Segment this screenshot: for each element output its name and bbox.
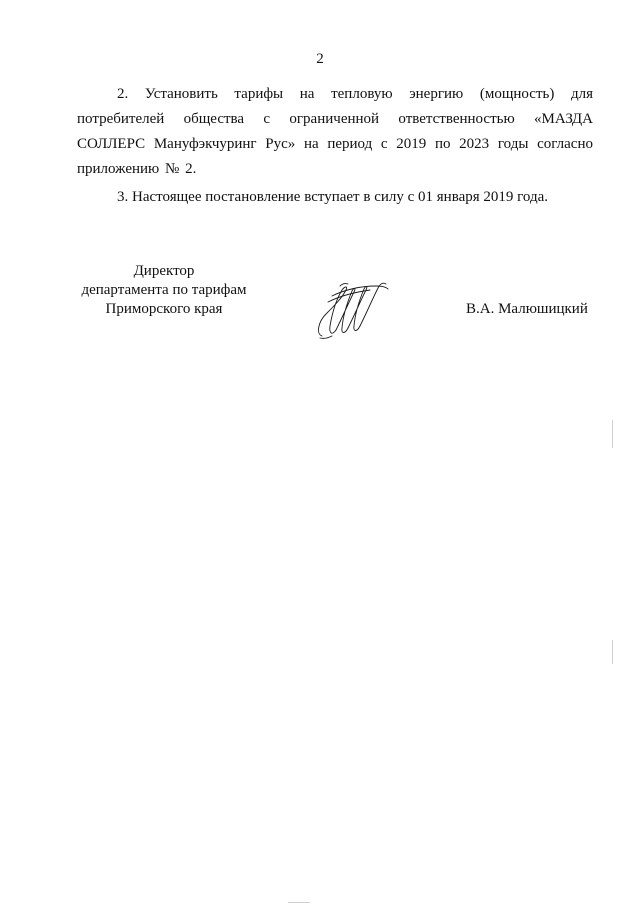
page-number: 2: [316, 51, 324, 67]
paragraph-tariffs: 2. Установить тарифы на тепловую энергию (мощность) для потребителей общества с ограниченной ответственностью «МАЗДА СОЛЛЕРС Мануфэкчуринг Рус» на период с 2019 по 2023 годы согласно приложению № 2.: [77, 86, 593, 177]
paragraph-effective-date: 3. Настоящее постановление вступает в силу с 01 января 2019 года.: [117, 189, 549, 205]
scan-edge-mark: [288, 902, 310, 903]
signatory-name: В.А. Малюшицкий: [466, 301, 588, 317]
signatory-title: [74, 262, 254, 319]
signatory-title-line: Директор: [133, 263, 195, 279]
signatory-title-line: Приморского края: [105, 301, 223, 317]
handwritten-signature: [312, 276, 394, 342]
scan-edge-mark: [612, 640, 613, 664]
scan-edge-mark: [612, 420, 613, 448]
signatory-title-line: департамента по тарифам: [81, 282, 247, 298]
